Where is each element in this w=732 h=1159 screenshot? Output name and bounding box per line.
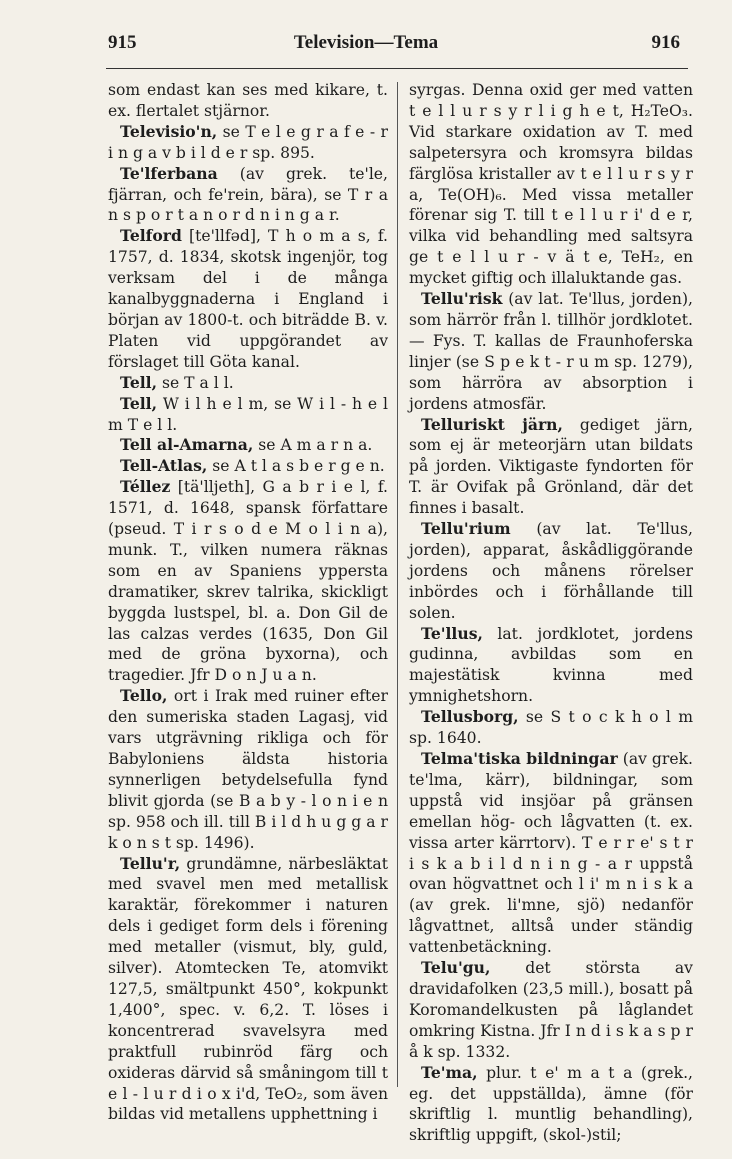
- entry: Telma'tiska bildningar (av grek. te'lma, kärr), bildningar, som uppstå vid insjöar på gränsen emellan hög- och lågvatten (t. ex. vissa arter kärrtorv). T e r r e' s t r i s k a b i l d n i n g - a r uppstå ovan högvattnet och l i' m n i s k a (av grek. li'mne, sjö) nedanför lågvattnet, alltså under ständig vattenbetäckning.: [409, 749, 693, 957]
- entry: syrgas. Denna oxid ger med vatten t e l l u r s y r l i g h e t, H₂TeO₃. Vid starkare oxidation av T. med salpetersyra och kromsyra bildas färglösa kristaller av t e l l u r s y r a, Te(OH)₆. Med vissa metaller förenar sig T. till t e l l u r i' d e r, vilka vid behandling med saltsyra ge t e l l u r - v ä t e, TeH₂, en mycket giftig och illaluktande gas.: [409, 81, 693, 288]
- entry: Televisio'n, se T e l e g r a f e - r i n g a v b i l d e r sp. 895.: [108, 121, 388, 162]
- entry: Te'llus, lat. jordklotet, jordens gudinna, avbildas som en majestätisk kvinna med ymnighetshorn.: [409, 623, 693, 706]
- column-divider: [397, 82, 398, 1087]
- entry: Tello, ort i Irak med ruiner efter den sumeriska staden Lagasj, vid vars utgrävning rikliga och för Babyloniens äldsta historia synnerligen betydelsefulla fynd blivit gjorda (se B a b y - l o n i e n sp. 958 och ill. till B i l d h u g g a r k o n s t sp. 1496).: [108, 686, 388, 852]
- page-header: [0, 32, 732, 62]
- entry: Tell al-Amarna, se A m a r n a.: [120, 435, 373, 455]
- header-rule: [106, 68, 688, 69]
- page-number-left: 915: [108, 32, 137, 53]
- entry: Tell, se T a l l.: [120, 372, 234, 392]
- entry: Telu'gu, det största av dravidafolken (23,5 mill.), bosatt på Koromandelkusten på låglandet omkring Kistna. Jfr I n d i s k a s p r å k sp. 1332.: [409, 958, 693, 1061]
- entry: Tellu'rium (av lat. Te'llus, jorden), apparat, åskådliggörande jordens och månens rörelser inbördes och i förhållande till solen.: [409, 519, 693, 622]
- entry: Tellu'r, grundämne, närbesläktat med svavel men med metallisk karaktär, förekommer i naturen dels i gediget form dels i förening med metaller (vismut, bly, guld, silver). Atomtecken Te, atomvikt 127,5, smältpunkt 450°, kokpunkt 1,400°, spec. v. 6,2. T. löses i koncentrerad svavelsyra med praktfull rubinröd färg och oxideras därvid så småningom till t e l - l u r d i o x i'd, TeO₂, som även bildas vid metallens upphettning i: [108, 853, 388, 1124]
- right-column: [409, 80, 693, 1146]
- entry: Tell-Atlas, se A t l a s b e r g e n.: [120, 456, 385, 476]
- entry: Telford [te'llfəd], T h o m a s, f. 1757, d. 1834, skotsk ingenjör, tog verksam del i de många kanalbyggnaderna i England i början av 1800-t. och biträdde B. v. Platen vid uppgörandet av förslaget till Göta kanal.: [108, 226, 388, 371]
- page-number-right: 916: [651, 32, 680, 53]
- entry: Tellu'risk (av lat. Te'llus, jorden), som härrör från l. tillhör jordklotet. — Fys. T. kallas de Fraunhoferska linjer (se S p e k t - r u m sp. 1279), som härröra av absorption i jordens atmosfär.: [409, 289, 693, 413]
- entry: Te'lferbana (av grek. te'le, fjärran, och fe'rein, bära), se T r a n s p o r t a n o r d n i n g a r.: [108, 163, 388, 225]
- entry: Tell, W i l h e l m, se W i l - h e l m T e l l.: [108, 393, 388, 434]
- entry: Telluriskt järn, gediget järn, som ej är meteorjärn utan bildats på jorden. Viktigaste fyndorten för T. är Ovifak på Grönland, där det finnes i basalt.: [409, 414, 693, 518]
- entry: Te'ma, plur. t e' m a t a (grek., eg. det uppställda), ämne (för skriftlig l. muntlig behandling), skriftlig uppgift, (skol-)stil;: [409, 1062, 693, 1145]
- running-title: Television—Tema: [293, 32, 439, 53]
- entry: som endast kan ses med kikare, t. ex. flertalet stjärnor.: [108, 81, 388, 120]
- entry: Tellusborg, se S t o c k h o l m sp. 1640.: [409, 707, 693, 748]
- entry: Téllez [tä'lljeth], G a b r i e l, f. 1571, d. 1648, spansk författare (pseud. T i r s o d e M o l i n a), munk. T., vilken numera räknas som en av Spaniens yppersta dramatiker, skrev talrika, skickligt byggda lustspel, bl. a. Don Gil de las calzas verdes (1635, Don Gil med de gröna byxorna), och tragedier. Jfr D o n J u a n.: [108, 477, 388, 685]
- left-column: [108, 80, 388, 1125]
